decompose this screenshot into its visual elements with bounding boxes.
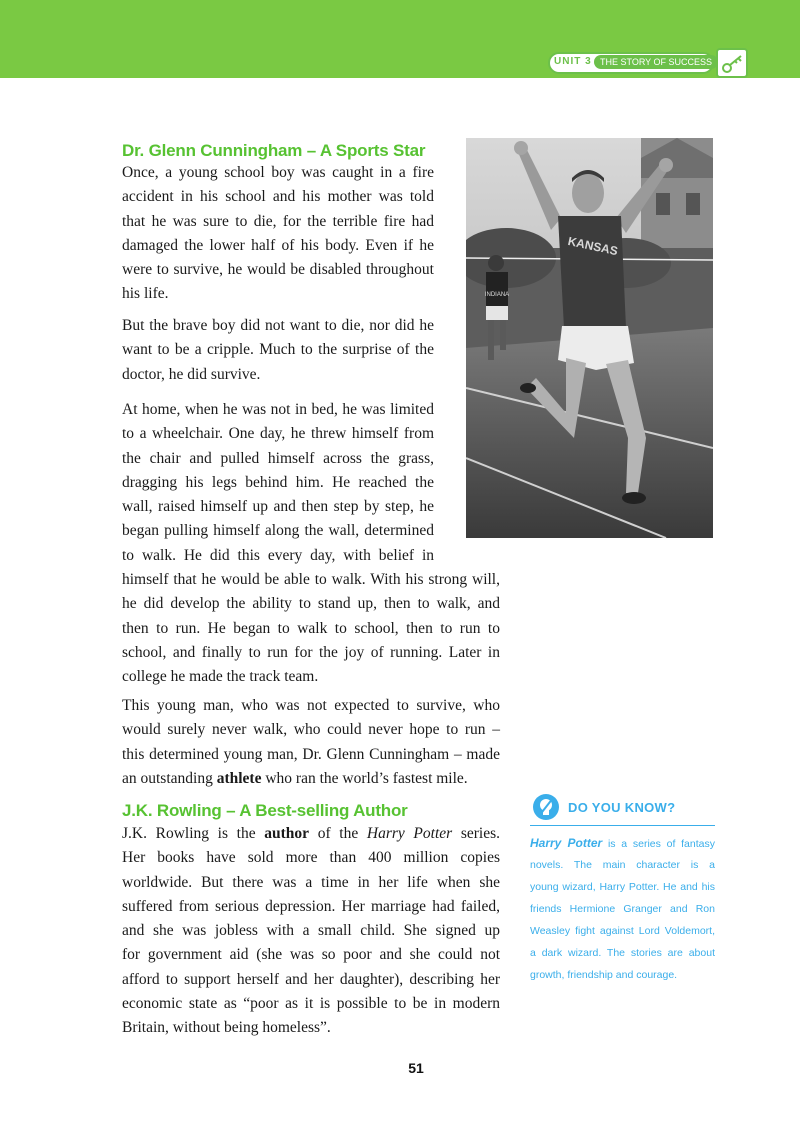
runner-photo (466, 138, 713, 538)
sidebar-divider (530, 825, 715, 826)
text-line: this determined young man, Dr. Glenn Cunningham – made (122, 745, 500, 763)
text-line: dragging his legs behind him. He reached the (122, 473, 434, 491)
text-line: But the brave boy did not want to die, nor did he (122, 317, 434, 334)
text-line: At home, when he was not in bed, he was limited (122, 401, 434, 418)
text-line: novels. The main character is a (530, 859, 715, 871)
text-line: were to survive, he would be disabled throughout (122, 261, 434, 279)
section-heading-cunningham: Dr. Glenn Cunningham – A Sports Star (122, 141, 426, 160)
text-line: doctor, he did survive. (122, 365, 261, 383)
text-span: of the (309, 825, 367, 842)
text-line: want to be a cripple. Much to the surprise of the (122, 341, 434, 359)
text-line: and she was jobless with a small child. She signed up (122, 922, 500, 940)
unit-label: UNIT 3 (554, 56, 592, 67)
text-line: began pulling himself along the wall, determined (122, 522, 434, 540)
text-line: Britain, without being homeless”. (122, 1019, 331, 1037)
text-span: series. (452, 825, 500, 842)
do-you-know-text (530, 832, 715, 986)
text-line: accident in his school and his mother was told (122, 188, 434, 206)
text-line: wall, raised himself up and then step by step, he (122, 498, 434, 516)
text-line: young wizard, Harry Potter. He and his (530, 881, 715, 893)
text-line: for government aid (she was so poor and she could not (122, 946, 500, 964)
text-line: would surely never walk, who could never hope to run – (122, 721, 500, 739)
key-icon-box (716, 48, 748, 78)
text-span: J.K. Rowling is the (122, 825, 265, 842)
text-line: This young man, who was not expected to survive, who (122, 697, 500, 714)
lightbulb-icon (531, 792, 561, 822)
text-line: afford to support herself and her daughter), describing her (122, 970, 500, 988)
text-line: growth, friendship and courage. (530, 969, 678, 981)
text-line: friends Hermione Granger and Ron (530, 903, 715, 915)
unit-title: THE STORY OF SUCCESS (594, 55, 718, 69)
text-line: school, and finally to run for the joy of running. Later in (122, 643, 500, 661)
text-line: Weasley fight against Lord Voldemort, (530, 925, 715, 937)
text-span: who ran the world’s fastest mile. (261, 769, 468, 787)
text-line: Her books have sold more than 400 million copies (122, 849, 500, 867)
page-number: 51 (408, 1060, 424, 1076)
text-line: he did develop the ability to stand up, then to walk, and (122, 595, 500, 613)
text-line: then to run. He began to walk to school, then to run to (122, 619, 500, 637)
text-line: to walk. He did this every day, with belief in (122, 546, 434, 564)
text-line: the chair and pulled himself across the grass, (122, 449, 434, 467)
text-line: damaged the lower half of his body. Even if he (122, 236, 434, 254)
paragraph-rowling (122, 822, 500, 1041)
section-heading-rowling: J.K. Rowling – A Best-selling Author (122, 801, 408, 820)
text-span: is a series of fantasy (602, 838, 715, 850)
text-line: his life. (122, 285, 169, 303)
text-line: college he made the track team. (122, 668, 319, 686)
keyword-athlete: athlete (216, 769, 262, 787)
text-line: himself that he would be able to walk. With his strong will, (122, 571, 500, 589)
text-line (122, 767, 500, 791)
runner2-jersey-text: INDIANA (484, 292, 510, 298)
text-span: an outstanding (122, 769, 217, 787)
text-line: to a wheelchair. One day, he threw himself from (122, 425, 434, 443)
text-line: economic state as “poor as it is possible to be in modern (122, 995, 500, 1013)
text-line (530, 832, 715, 854)
text-line: suffered from serious depression. Her marriage had failed, (122, 897, 500, 915)
text-line: that he was sure to die, for the terrible fire had (122, 212, 434, 230)
book-title: Harry Potter (530, 836, 603, 850)
jersey-text: KANSAS (566, 233, 620, 259)
do-you-know-title: DO YOU KNOW? (568, 800, 676, 815)
paragraph-3 (122, 398, 500, 690)
paragraph-2 (122, 314, 434, 387)
text-line (122, 822, 500, 846)
paragraph-4 (122, 694, 500, 791)
text-line: a dark wizard. The stories are about (530, 947, 715, 959)
text-line: Once, a young school boy was caught in a fire (122, 164, 434, 181)
paragraph-1 (122, 161, 434, 307)
text-line: worldwide. But there was a time in her life when she (122, 873, 500, 891)
key-icon (721, 53, 745, 75)
keyword-author: author (264, 825, 310, 842)
book-title: Harry Potter (366, 825, 453, 842)
